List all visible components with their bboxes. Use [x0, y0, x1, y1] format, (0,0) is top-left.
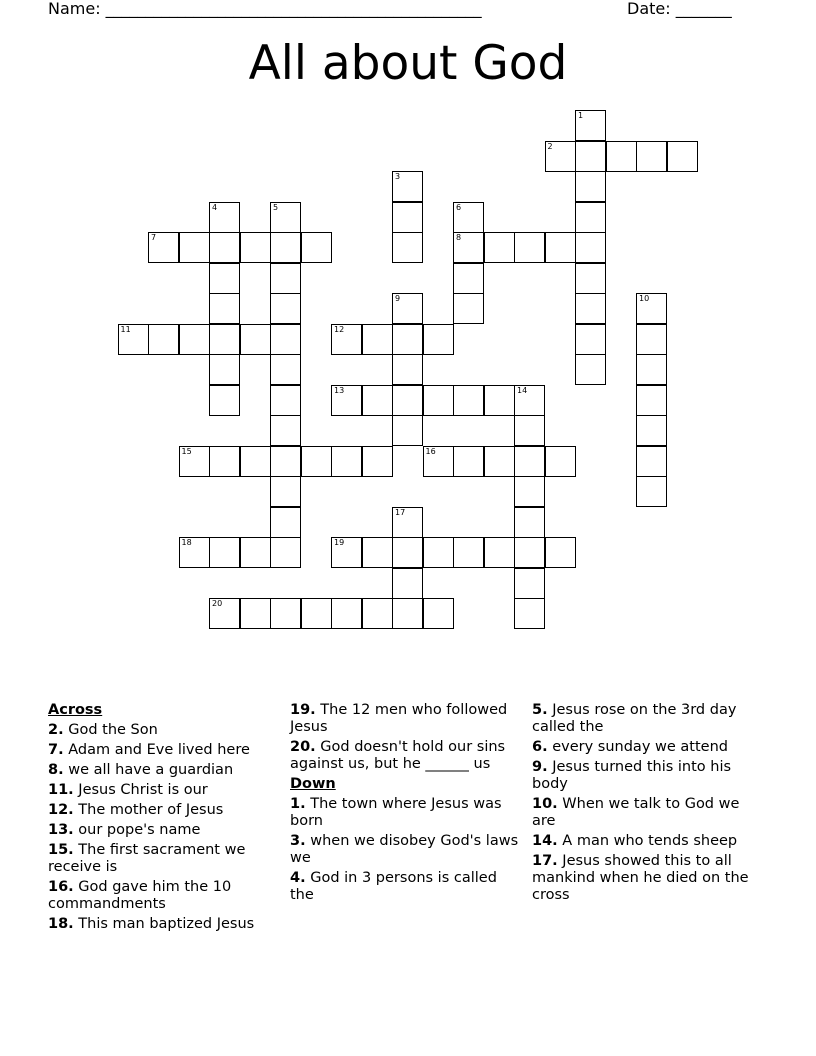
crossword-cell[interactable]: [270, 293, 301, 324]
crossword-cell[interactable]: [331, 324, 362, 355]
across-clue-13: 13. our pope's name: [48, 822, 201, 838]
across-clue-11: 11. Jesus Christ is our: [48, 782, 208, 798]
crossword-cell[interactable]: [514, 598, 545, 629]
crossword-cell[interactable]: [270, 537, 301, 568]
crossword-cell[interactable]: [453, 537, 484, 568]
crossword-cell[interactable]: [270, 598, 301, 629]
clue-number: 12: [334, 324, 345, 334]
down-clue-5: 5. Jesus rose on the 3rd day called the: [532, 702, 737, 735]
crossword-cell[interactable]: [240, 232, 271, 263]
crossword-cell[interactable]: [148, 232, 179, 263]
crossword-cell[interactable]: [514, 568, 545, 599]
crossword-cell[interactable]: [392, 415, 423, 446]
crossword-cell[interactable]: [331, 537, 362, 568]
crossword-cell[interactable]: [575, 232, 606, 263]
crossword-cell[interactable]: [392, 354, 423, 385]
crossword-cell[interactable]: [301, 598, 332, 629]
crossword-cell[interactable]: [453, 263, 484, 294]
crossword-cell[interactable]: [118, 324, 149, 355]
across-clue-16: 16. God gave him the 10 commandments: [48, 879, 232, 912]
crossword-cell[interactable]: [453, 202, 484, 233]
crossword-cell[interactable]: [209, 263, 240, 294]
down-clue-10: 10. When we talk to God we are: [532, 796, 740, 829]
down-clue-9: 9. Jesus turned this into his body: [532, 759, 732, 792]
across-heading: Across: [48, 702, 103, 718]
crossword-cell[interactable]: [270, 446, 301, 477]
crossword-cell[interactable]: [575, 324, 606, 355]
crossword-cell[interactable]: [636, 476, 667, 507]
crossword-cell[interactable]: [514, 232, 545, 263]
crossword-cell[interactable]: [423, 598, 454, 629]
crossword-cell[interactable]: [209, 232, 240, 263]
clue-number: 11: [120, 324, 131, 334]
crossword-cell[interactable]: [331, 446, 362, 477]
clue-number: 17: [395, 507, 406, 517]
crossword-cell[interactable]: [636, 446, 667, 477]
crossword-cell[interactable]: [636, 354, 667, 385]
crossword-cell[interactable]: [392, 537, 423, 568]
crossword-cell[interactable]: [392, 232, 423, 263]
down-clue-6: 6. every sunday we attend: [532, 739, 728, 755]
crossword-cell[interactable]: [270, 415, 301, 446]
crossword-cell[interactable]: [545, 141, 576, 172]
crossword-cell[interactable]: [270, 324, 301, 355]
crossword-cell[interactable]: [209, 293, 240, 324]
crossword-cell[interactable]: [453, 385, 484, 416]
down-clue-3: 3. when we disobey God's laws we: [290, 833, 519, 866]
crossword-cell[interactable]: [362, 446, 393, 477]
clue-number: 15: [181, 446, 192, 456]
crossword-cell[interactable]: [148, 324, 179, 355]
crossword-cell[interactable]: [575, 202, 606, 233]
crossword-cell[interactable]: [270, 202, 301, 233]
clue-number: 6: [456, 202, 462, 212]
crossword-cell[interactable]: [301, 446, 332, 477]
across-clue-7: 7. Adam and Eve lived here: [48, 742, 250, 758]
crossword-cell[interactable]: [575, 263, 606, 294]
crossword-cell[interactable]: [514, 537, 545, 568]
crossword-cell[interactable]: [575, 354, 606, 385]
across-clue-8: 8. we all have a guardian: [48, 762, 234, 778]
clue-number: 10: [639, 294, 650, 303]
crossword-cell[interactable]: [636, 415, 667, 446]
crossword-cell[interactable]: [514, 446, 545, 477]
crossword-cell[interactable]: [484, 232, 515, 263]
crossword-cell[interactable]: [423, 385, 454, 416]
crossword-cell[interactable]: [423, 446, 454, 477]
crossword-cell[interactable]: [392, 171, 423, 202]
crossword-cell[interactable]: [575, 141, 606, 172]
across-clue-12: 12. The mother of Jesus: [48, 802, 224, 818]
page-title: All about God: [248, 36, 568, 91]
across-clue-18: 18. This man baptized Jesus: [48, 916, 255, 932]
crossword-cell[interactable]: [240, 324, 271, 355]
crossword-cell[interactable]: [331, 385, 362, 416]
crossword-cell[interactable]: [270, 476, 301, 507]
crossword-cell[interactable]: [270, 232, 301, 263]
crossword-cell[interactable]: [179, 537, 210, 568]
crossword-cell[interactable]: [392, 324, 423, 355]
crossword-cell[interactable]: [240, 598, 271, 629]
crossword-cell[interactable]: [392, 385, 423, 416]
crossword-cell[interactable]: [331, 598, 362, 629]
clue-number: 20: [212, 599, 223, 608]
crossword-cell[interactable]: [301, 232, 332, 263]
crossword-cell[interactable]: [514, 476, 545, 507]
crossword-cell[interactable]: [484, 385, 515, 416]
crossword-cell[interactable]: [209, 202, 240, 233]
crossword-cell[interactable]: [392, 293, 423, 324]
clue-number: 5: [273, 202, 279, 212]
across-clue-19: 19. The 12 men who followed Jesus: [290, 702, 508, 735]
clue-number: 2: [547, 141, 553, 151]
clue-number: 14: [517, 385, 528, 395]
crossword-cell[interactable]: [636, 324, 667, 355]
date-field[interactable]: Date: _______: [627, 0, 732, 18]
crossword-cell[interactable]: [362, 537, 393, 568]
crossword-cell[interactable]: [636, 385, 667, 416]
crossword-cell[interactable]: [362, 598, 393, 629]
crossword-cell[interactable]: [392, 202, 423, 233]
clue-number: 9: [395, 294, 401, 303]
crossword-cell[interactable]: [179, 446, 210, 477]
across-clue-15: 15. The first sacrament we receive is: [48, 842, 246, 875]
crossword-cell[interactable]: [575, 171, 606, 202]
down-clue-14: 14. A man who tends sheep: [532, 833, 738, 849]
clue-number: 3: [395, 172, 401, 181]
crossword-cell[interactable]: [270, 354, 301, 385]
clue-number: 8: [456, 233, 462, 242]
crossword-cell[interactable]: [667, 141, 698, 172]
crossword-cell[interactable]: [606, 141, 637, 172]
name-field[interactable]: Name: _______________________________________________: [48, 0, 482, 18]
crossword-cell[interactable]: [362, 385, 393, 416]
crossword-cell[interactable]: [545, 446, 576, 477]
crossword-cell[interactable]: [270, 385, 301, 416]
crossword-cell[interactable]: [362, 324, 393, 355]
crossword-cell[interactable]: [575, 293, 606, 324]
crossword-cell[interactable]: [209, 324, 240, 355]
across-clue-2: 2. God the Son: [48, 722, 158, 738]
clue-number: 13: [334, 385, 345, 395]
crossword-cell[interactable]: [545, 537, 576, 568]
down-clue-1: 1. The town where Jesus was born: [290, 796, 502, 829]
clue-number: 16: [425, 446, 436, 456]
crossword-cell[interactable]: [209, 537, 240, 568]
clues-column-1: [48, 702, 280, 936]
crossword-cell[interactable]: [392, 568, 423, 599]
crossword-cell[interactable]: [575, 110, 606, 141]
crossword-cell[interactable]: [514, 507, 545, 538]
crossword-cell[interactable]: [209, 385, 240, 416]
down-heading: Down: [290, 776, 336, 792]
crossword-cell[interactable]: [484, 446, 515, 477]
crossword-cell[interactable]: [209, 354, 240, 385]
down-clue-17: 17. Jesus showed this to all mankind when he died on the cross: [532, 853, 749, 903]
clue-number: 19: [334, 538, 345, 547]
crossword-cell[interactable]: [636, 141, 667, 172]
crossword-cell[interactable]: [484, 537, 515, 568]
crossword-cell[interactable]: [545, 232, 576, 263]
clues-column-2: [290, 702, 522, 907]
crossword-cell[interactable]: [514, 385, 545, 416]
crossword-cell[interactable]: [423, 537, 454, 568]
crossword-cell[interactable]: [453, 293, 484, 324]
crossword-cell[interactable]: [240, 446, 271, 477]
crossword-cell[interactable]: [453, 232, 484, 263]
clue-number: 1: [578, 111, 584, 120]
crossword-cell[interactable]: [270, 263, 301, 294]
crossword-cell[interactable]: [453, 446, 484, 477]
crossword-cell[interactable]: [636, 293, 667, 324]
crossword-cell[interactable]: [179, 232, 210, 263]
crossword-cell[interactable]: [423, 324, 454, 355]
clue-number: 4: [212, 202, 218, 212]
crossword-cell[interactable]: [392, 507, 423, 538]
crossword-cell[interactable]: [209, 446, 240, 477]
crossword-cell[interactable]: [514, 415, 545, 446]
clue-number: 7: [151, 233, 157, 242]
clue-number: 18: [181, 538, 192, 547]
clues-column-3: [532, 702, 764, 907]
crossword-cell[interactable]: [240, 537, 271, 568]
crossword-cell[interactable]: [392, 598, 423, 629]
crossword-cell[interactable]: [179, 324, 210, 355]
crossword-cell[interactable]: [209, 598, 240, 629]
crossword-cell[interactable]: [270, 507, 301, 538]
down-clue-4: 4. God in 3 persons is called the: [290, 870, 497, 903]
across-clue-20: 20. God doesn't hold our sins against us, but he ______ us: [290, 739, 506, 772]
